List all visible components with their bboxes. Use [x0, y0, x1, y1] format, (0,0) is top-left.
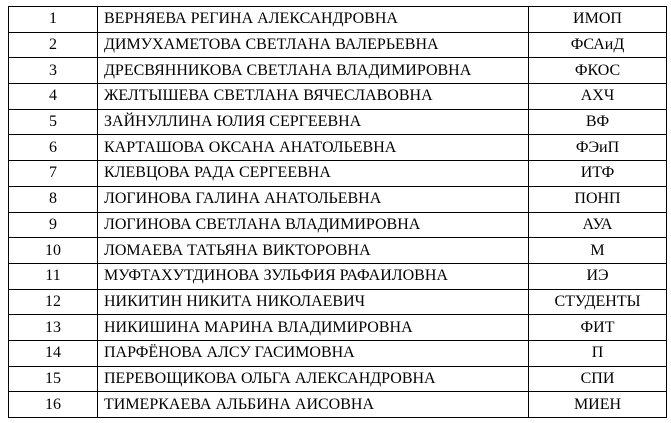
table-row	[9, 32, 667, 58]
row-number-cell: 4	[9, 84, 98, 110]
table-row	[9, 289, 667, 315]
table-row	[9, 238, 667, 264]
table-row	[9, 186, 667, 212]
table-row	[9, 340, 667, 366]
row-number-cell: 15	[9, 366, 98, 392]
name-cell: НИКИТИН НИКИТА НИКОЛАЕВИЧ	[98, 289, 529, 315]
name-cell: ДИМУХАМЕТОВА СВЕТЛАНА ВАЛЕРЬЕВНА	[98, 32, 529, 58]
name-cell: МУФТАХУТДИНОВА ЗУЛЬФИЯ РАФАИЛОВНА	[98, 263, 529, 289]
department-cell: ФИТ	[529, 315, 667, 341]
name-cell: ЛОМАЕВА ТАТЬЯНА ВИКТОРОВНА	[98, 238, 529, 264]
row-number-cell: 11	[9, 263, 98, 289]
name-cell: ЛОГИНОВА ГАЛИНА АНАТОЛЬЕВНА	[98, 186, 529, 212]
name-cell: ТИМЕРКАЕВА АЛЬБИНА АИСОВНА	[98, 392, 529, 418]
table-row	[9, 58, 667, 84]
row-number-cell: 9	[9, 212, 98, 238]
department-cell: П	[529, 340, 667, 366]
table-row	[9, 315, 667, 341]
department-cell: МИЕН	[529, 392, 667, 418]
table-row	[9, 7, 667, 33]
department-cell: АУА	[529, 212, 667, 238]
name-cell: ЗАЙНУЛЛИНА ЮЛИЯ СЕРГЕЕВНА	[98, 109, 529, 135]
table-row	[9, 366, 667, 392]
department-cell: ИЭ	[529, 263, 667, 289]
row-number-cell: 8	[9, 186, 98, 212]
department-cell: ИТФ	[529, 161, 667, 187]
name-cell: ПАРФЁНОВА АЛСУ ГАСИМОВНА	[98, 340, 529, 366]
name-cell: ДРЕСВЯННИКОВА СВЕТЛАНА ВЛАДИМИРОВНА	[98, 58, 529, 84]
department-cell: ПОНП	[529, 186, 667, 212]
department-cell: ФЭиП	[529, 135, 667, 161]
staff-table	[8, 6, 667, 418]
department-cell: АХЧ	[529, 84, 667, 110]
department-cell: ФСАиД	[529, 32, 667, 58]
department-cell: ВФ	[529, 109, 667, 135]
row-number-cell: 14	[9, 340, 98, 366]
department-cell: ФКОС	[529, 58, 667, 84]
department-cell: М	[529, 238, 667, 264]
name-cell: КАРТАШОВА ОКСАНА АНАТОЛЬЕВНА	[98, 135, 529, 161]
name-cell: ПЕРЕВОЩИКОВА ОЛЬГА АЛЕКСАНДРОВНА	[98, 366, 529, 392]
table-row	[9, 263, 667, 289]
department-cell: СТУДЕНТЫ	[529, 289, 667, 315]
row-number-cell: 7	[9, 161, 98, 187]
row-number-cell: 13	[9, 315, 98, 341]
name-cell: НИКИШИНА МАРИНА ВЛАДИМИРОВНА	[98, 315, 529, 341]
department-cell: СПИ	[529, 366, 667, 392]
row-number-cell: 3	[9, 58, 98, 84]
table-row	[9, 135, 667, 161]
table-row	[9, 109, 667, 135]
row-number-cell: 12	[9, 289, 98, 315]
table-row	[9, 392, 667, 418]
row-number-cell: 1	[9, 7, 98, 33]
name-cell: КЛЕВЦОВА РАДА СЕРГЕЕВНА	[98, 161, 529, 187]
table-row	[9, 212, 667, 238]
name-cell: ВЕРНЯЕВА РЕГИНА АЛЕКСАНДРОВНА	[98, 7, 529, 33]
row-number-cell: 16	[9, 392, 98, 418]
row-number-cell: 5	[9, 109, 98, 135]
name-cell: ЖЕЛТЫШЕВА СВЕТЛАНА ВЯЧЕСЛАВОВНА	[98, 84, 529, 110]
name-cell: ЛОГИНОВА СВЕТЛАНА ВЛАДИМИРОВНА	[98, 212, 529, 238]
row-number-cell: 10	[9, 238, 98, 264]
table-row	[9, 161, 667, 187]
table-row	[9, 84, 667, 110]
row-number-cell: 2	[9, 32, 98, 58]
department-cell: ИМОП	[529, 7, 667, 33]
row-number-cell: 6	[9, 135, 98, 161]
